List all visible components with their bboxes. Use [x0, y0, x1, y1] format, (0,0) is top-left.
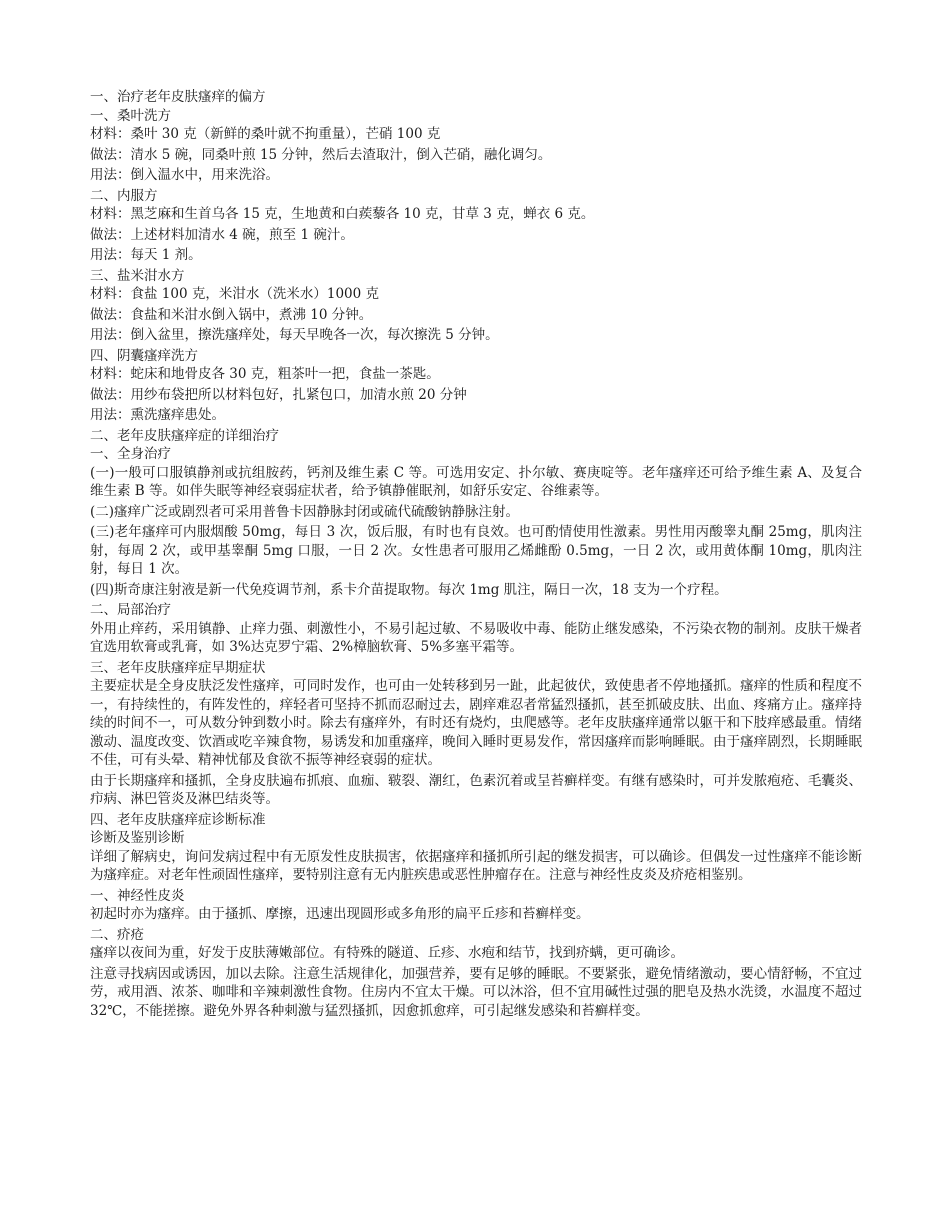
- subsection-title: 二、疥疮: [90, 926, 144, 943]
- subsection-title: 四、阴囊瘙痒洗方: [90, 347, 198, 364]
- subsection-title: 诊断及鉴别诊断: [90, 830, 185, 846]
- paragraph: 做法：食盐和米泔水倒入锅中，煮沸 10 分钟。: [90, 306, 373, 323]
- subsection-title: 一、全身治疗: [90, 446, 171, 462]
- subsection-title: 二、局部治疗: [90, 602, 171, 618]
- paragraph: 主要症状是全身皮肤泛发性瘙痒，可同时发作，也可由一处转移到另一趾，此起彼伏，致使患者不停地搔抓。瘙痒的性质和程度不一，有持续性的，有阵发性的，痒轻者可坚持不抓而忍耐过去，剧痒难忍者常猛烈搔抓，甚至抓破皮肤、出血、疼痛方止。瘙痒持续的时间不一，可从数分钟到数小时。除去有瘙痒外，有时还有烧灼，虫爬感等。老年皮肤瘙痒通常以躯干和下肢痒感最重。情绪激动、温度改变、饮酒或吃辛辣食物，易诱发和加重瘙痒，晚间入睡时更易发作，常因瘙痒而影响睡眠。由于瘙痒剧烈，长期睡眠不佳，可有头晕、精神忧郁及食欲不振等神经衰弱的症状。: [90, 678, 862, 768]
- paragraph: (三)老年瘙痒可内服烟酸 50mg，每日 3 次，饭后服，有时也有良效。也可酌情使用性激素。男性用丙酸睾丸酮 25mg，肌肉注射，每周 2 次，或甲基睾酮 5mg 口服，一日 2 次。女性患者可服用乙烯雌酚 0.5mg，一日 2 次，或用黄体酮 10mg，肌肉注射，每日 1 次。: [90, 524, 862, 577]
- paragraph: 注意寻找病因或诱因，加以去除。注意生活规律化，加强营养，要有足够的睡眠。不要紧张，避免情绪激动，要心情舒畅，不宜过劳，戒用酒、浓茶、咖啡和辛辣刺激性食物。住房内不宜太干燥。可以沐浴，但不宜用碱性过强的肥皂及热水洗烫，水温度不超过 32℃，不能搓擦。避免外界各种刺激与猛烈搔抓，因愈抓愈痒，可引起继发感染和苔癣样变。: [90, 965, 862, 1019]
- paragraph: 详细了解病史，询问发病过程中有无原发性皮肤损害，依据瘙痒和搔抓所引起的继发损害，可以确诊。但偶发一过性瘙痒不能诊断为瘙痒症。对老年性顽固性瘙痒，要特别注意有无内脏疾患或恶性肿瘤存在。注意与神经性皮炎及疥疮相鉴别。: [90, 848, 862, 883]
- paragraph: 做法：上述材料加清水 4 碗，煎至 1 碗汁。: [90, 226, 354, 243]
- paragraph: 材料：桑叶 30 克（新鲜的桑叶就不拘重量），芒硝 100 克: [90, 126, 441, 142]
- paragraph: 用法：倒入温水中，用来洗浴。: [90, 167, 279, 183]
- paragraph: 初起时亦为瘙痒。由于搔抓、摩擦，迅速出现圆形或多角形的扁平丘疹和苔癣样变。: [90, 906, 590, 922]
- paragraph: 材料：蛇床和地骨皮各 30 克，粗茶叶一把，食盐一茶匙。: [90, 366, 440, 382]
- section-title: 二、老年皮肤瘙痒症的详细治疗: [90, 427, 279, 444]
- document-body: [90, 88, 862, 1022]
- paragraph: 用法：每天 1 剂。: [90, 247, 202, 263]
- paragraph: 做法：清水 5 碗，同桑叶煎 15 分钟，然后去渣取汁，倒入芒硝，融化调匀。: [90, 146, 552, 163]
- subsection-title: 一、神经性皮炎: [90, 887, 185, 904]
- section-title: 一、治疗老年皮肤瘙痒的偏方: [90, 89, 266, 105]
- subsection-title: 三、盐米泔水方: [90, 267, 185, 284]
- section-title: 三、老年皮肤瘙痒症早期症状: [90, 659, 266, 676]
- subsection-title: 二、内服方: [90, 187, 158, 204]
- paragraph: (二)瘙痒广泛或剧烈者可采用普鲁卡因静脉封闭或硫代硫酸钠静脉注射。: [90, 503, 520, 520]
- subsection-title: 一、桑叶洗方: [90, 107, 171, 124]
- paragraph: (一)一般可口服镇静剂或抗组胺药，钙剂及维生素 C 等。可选用安定、扑尔敏、赛庚啶等。老年瘙痒还可给予维生素 A、及复合维生素 B 等。如伴失眠等神经衰弱症状者，给予镇静催眠剂，如舒乐安定、谷维素等。: [90, 464, 862, 499]
- paragraph: 材料：黑芝麻和生首乌各 15 克，生地黄和白蒺藜各 10 克，甘草 3 克，蝉衣 6 克。: [90, 206, 595, 222]
- paragraph: 瘙痒以夜间为重，好发于皮肤薄嫩部位。有特殊的隧道、丘疹、水疱和结节，找到疥螨，更可确诊。: [90, 945, 684, 961]
- paragraph: 用法：倒入盆里，擦洗瘙痒处，每天早晚各一次，每次擦洗 5 分钟。: [90, 327, 499, 343]
- paragraph: (四)斯奇康注射液是新一代免疫调节剂，系卡介苗提取物。每次 1mg 肌注，隔日一次，18 支为一个疗程。: [90, 581, 728, 598]
- section-title: 四、老年皮肤瘙痒症诊断标准: [90, 811, 266, 828]
- paragraph: 外用止痒药，采用镇静、止痒力强、刺激性小，不易引起过敏、不易吸收中毒、能防止继发感染，不污染衣物的制剂。皮肤干燥者宜选用软膏或乳膏，如 3%达克罗宁霜、2%樟脑软膏、5%多塞平霜等。: [90, 620, 862, 655]
- paragraph: 由于长期瘙痒和搔抓，全身皮肤遍布抓痕、血痂、皲裂、潮红，色素沉着或呈苔癣样变。有继有感染时，可并发脓疱疮、毛囊炎、疖病、淋巴管炎及淋巴结炎等。: [90, 772, 862, 807]
- paragraph: 材料：食盐 100 克，米泔水（洗米水）1000 克: [90, 286, 379, 302]
- paragraph: 用法：熏洗瘙痒患处。: [90, 407, 225, 423]
- paragraph: 做法：用纱布袋把所以材料包好，扎紧包口，加清水煎 20 分钟: [90, 386, 467, 403]
